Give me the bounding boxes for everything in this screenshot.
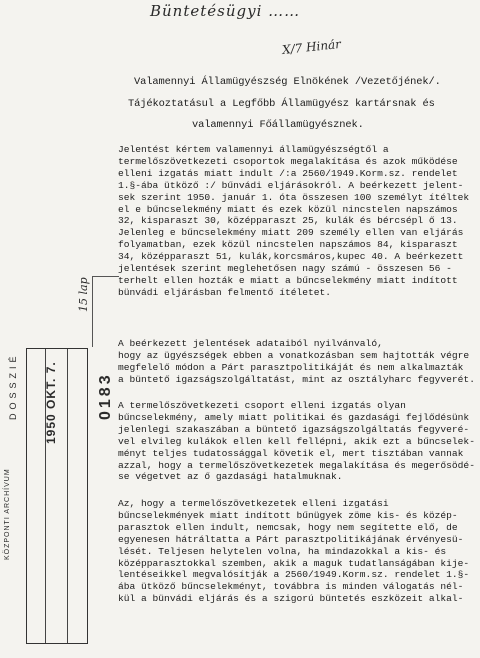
stamp-registry-number: 0183 xyxy=(97,372,114,420)
text-line: azzal, hogy a termelőszövetkezetek megalakítása és megerősödé- xyxy=(118,459,475,471)
handwritten-page-count: 15 lap xyxy=(77,277,90,312)
text-line: Az, hogy a termelőszövetkezetek elleni izgatási xyxy=(118,498,389,509)
text-line: terhelt ellen hozták e miatt a bűncselekmény miatt indított xyxy=(118,274,458,286)
handwritten-signature-note: X/7 Hinár xyxy=(281,36,342,58)
text-line: lését. Teljesen helytelen volna, ha mindazokkal a kis- és xyxy=(118,545,447,557)
text-line: folyamatban, ezek közül nincstelen napszámos 84, kisparaszt xyxy=(118,239,458,251)
text-line: parasztok ellen indult, nemcsak, hogy nem segítette elő, de xyxy=(118,521,458,533)
text-line: se végetvet az ő gazdasági hatalmuknak. xyxy=(118,471,343,483)
text-line: sek szerint 1950. január 1. óta összesen 100 személyt ítéltek xyxy=(118,191,470,203)
addressee-line-3: valamennyi Főállamügyésznek. xyxy=(192,119,364,131)
text-line: bűncselekmények miatt indított bűnügyek zöme kis- és közép- xyxy=(118,509,458,521)
text-line: jelenlegi szakaszában a büntető igazságszolgáltatás fegyveré- xyxy=(118,423,470,435)
text-line: bünvádi eljárásban felmentő ítéletet. xyxy=(118,286,332,298)
text-line: bűncselekmény, amely miatt politikai és gazdasági fejlődésünk xyxy=(118,411,470,423)
text-line: A beérkezett jelentések adataiból nyilvánvaló, xyxy=(118,338,383,349)
text-line: kül a bünvádi eljárás és a szigorú büntetés eszközeit alkal- xyxy=(118,593,464,605)
stamp-divider xyxy=(67,349,68,643)
text-line: megfelelő módon a Párt parasztpolitikáját és nem alkalmazták xyxy=(118,361,464,373)
text-line: 34, középparaszt 51, kulák,korcsmáros,kupec 40. A beérkezett xyxy=(118,251,464,263)
text-line: középparasztokkal szemben, akik a maguk tudatlanságában kije- xyxy=(118,557,470,569)
paragraph-4 xyxy=(118,498,470,605)
paragraph-3 xyxy=(118,400,475,483)
paragraph-2 xyxy=(118,338,475,386)
text-line: ményt teljes tudatossággal követik el, mert tisztában vannak xyxy=(118,447,464,459)
text-line: Jelenleg e bűncselekmény miatt 209 személy ellen van eljárás xyxy=(118,227,464,239)
text-line: termelőszövetkezeti csoportok megalakítása és azok működése xyxy=(118,155,458,167)
text-line: 1.§-ába ütköző :/ bűnvádi eljárásokról. A beérkezett jelent- xyxy=(118,179,464,191)
text-line: lentéseikkel megvalósítják a 2560/1949.Korm.sz. rendelet 1.§- xyxy=(118,569,470,581)
text-line: Jelentést kértem valamennyi államügyészségtől a xyxy=(118,144,389,155)
paragraph-1 xyxy=(118,144,470,299)
addressee-line-2: Tájékoztatásul a Legfőbb Államügyész kartársnak és xyxy=(128,98,435,110)
text-line: elleni izgatás miatt indult /:a 2560/1949.Korm.sz. rendelet xyxy=(118,167,458,179)
page-count-box xyxy=(92,276,119,347)
handwritten-note-top: Büntetésügyi …… xyxy=(150,2,301,20)
text-line: hogy az ügyészségek ebben a vonatkozásban sem hajtották végre xyxy=(118,349,470,361)
text-line: jelentések szerint meglehetősen nagy számú - összesen 56 - xyxy=(118,263,452,275)
stamp-archive-text: KÖZPONTI ARCHÍVUM xyxy=(4,468,11,560)
stamp-date: 1950 OKT. 7. xyxy=(44,361,58,444)
text-line: a büntető igazságszolgáltatást, mint az osztályharc fegyverét. xyxy=(118,373,475,385)
text-line: A termelőszövetkezeti csoport elleni izgatás olyan xyxy=(118,400,406,411)
margin-vertical-text: DOSSZIÉ xyxy=(8,352,18,420)
text-line: egyenesen hátráltatta a Párt parasztpolitikájának érvényesü- xyxy=(118,533,464,545)
text-line: ába ütköző bűncselekményt, továbbra is minden válogatás nél- xyxy=(118,581,464,593)
text-line: 32, kisparaszt 30, középparaszt 25, kulák és bércsépl ő 13. xyxy=(118,215,458,227)
text-line: vel elvileg kulákok ellen kell fellépni, akik ezt a bűncselek- xyxy=(118,435,475,447)
addressee-line-1: Valamennyi Államügyészség Elnökének /Vezetőjének/. xyxy=(134,76,441,88)
text-line: el e bűncselekmény miatt és ezek közül nincstelen napszámos xyxy=(118,203,458,215)
